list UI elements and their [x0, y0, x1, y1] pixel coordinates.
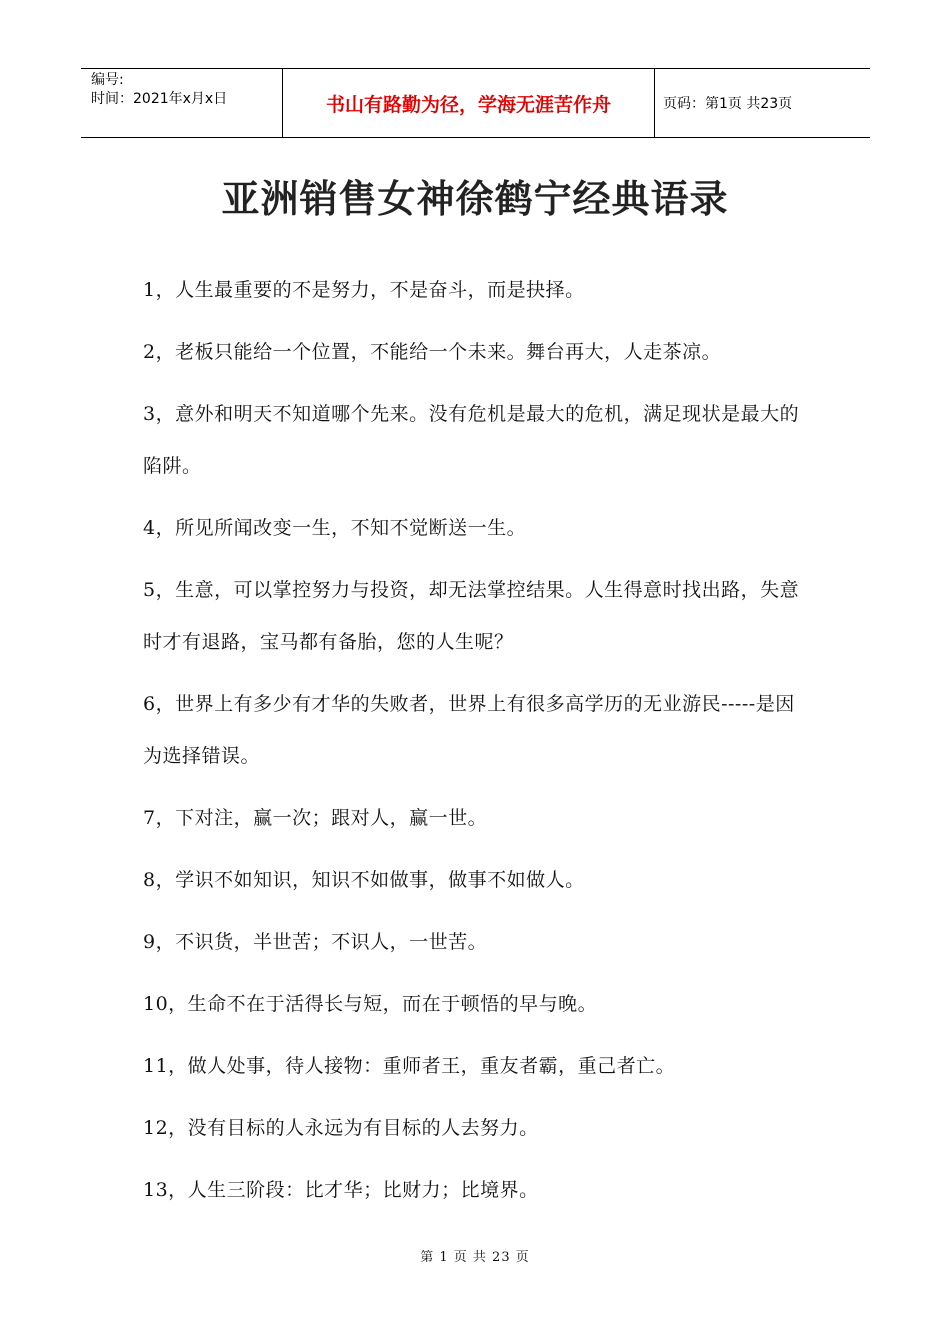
- document-title: 亚洲销售女神徐鹤宁经典语录: [221, 177, 729, 221]
- header-motto: 书山有路勤为径，学海无涯苦作舟: [282, 69, 655, 137]
- quote-item: 12，没有目标的人永远为有目标的人去努力。: [143, 1117, 539, 1139]
- document-time-label: 时间：2021年x月x日: [91, 91, 228, 107]
- quote-item: 7，下对注，赢一次；跟对人，赢一世。: [143, 807, 488, 829]
- quote-item: 9，不识货，半世苦；不识人，一世苦。: [143, 931, 488, 953]
- quote-item: 4，所见所闻改变一生，不知不觉断送一生。: [143, 517, 527, 539]
- header-page-info: 页码：第1页 共23页: [663, 96, 793, 112]
- quote-item: 8，学识不如知识，知识不如做事，做事不如做人。: [143, 869, 585, 891]
- quote-item: 5，生意，可以掌控努力与投资，却无法掌控结果。人生得意时找出路，失意时才有退路，宝马都有备胎，您的人生呢？: [143, 579, 800, 653]
- document-number-label: 编号:: [91, 72, 124, 88]
- quote-item: 1，人生最重要的不是努力，不是奋斗，而是抉择。: [143, 279, 585, 301]
- quote-item: 6，世界上有多少有才华的失败者，世界上有很多高学历的无业游民-----是因为选择错误。: [143, 693, 795, 767]
- page-footer: 第 1 页 共 23 页: [420, 1250, 530, 1265]
- quote-item: 3，意外和明天不知道哪个先来。没有危机是最大的危机，满足现状是最大的陷阱。: [143, 403, 800, 477]
- quote-item: 11，做人处事，待人接物：重师者王，重友者霸，重己者亡。: [143, 1055, 676, 1077]
- header-meta: [81, 69, 282, 137]
- quote-item: 2，老板只能给一个位置，不能给一个未来。舞台再大，人走茶凉。: [143, 341, 722, 363]
- quote-list: [143, 264, 813, 1226]
- quote-item: 10，生命不在于活得长与短，而在于顿悟的早与晚。: [143, 993, 598, 1015]
- quote-item: 13，人生三阶段：比才华；比财力；比境界。: [143, 1179, 539, 1201]
- header-table: [81, 68, 870, 138]
